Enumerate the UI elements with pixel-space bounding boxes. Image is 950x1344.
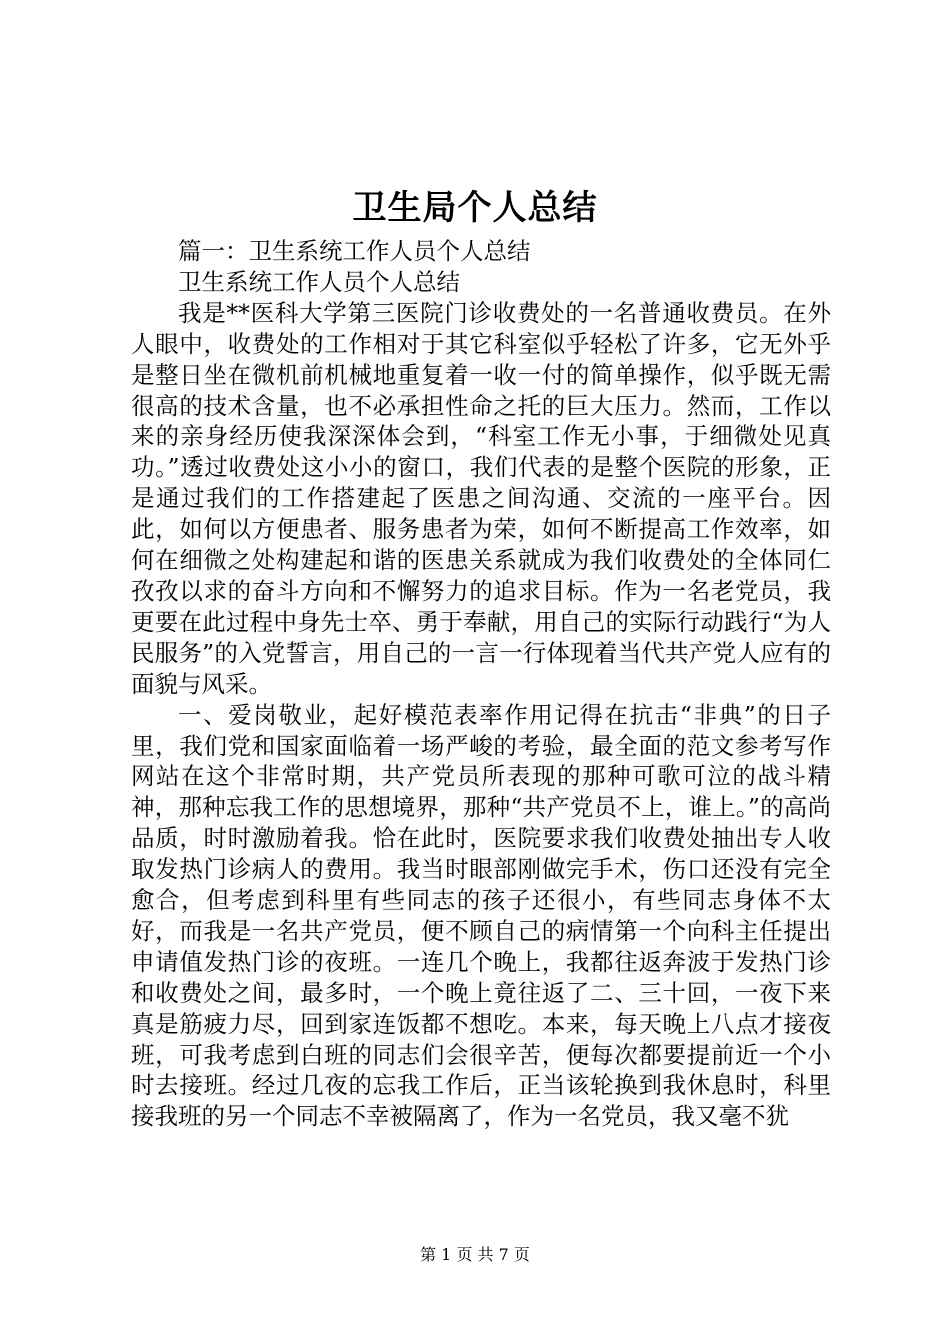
body-paragraph: 一、爱岗敬业，起好模范表率作用记得在抗击“非典”的日子里，我们党和国家面临着一场严峻的考验，最全面的范文参考写作网站在这个非常时期，共产党员所表现的那种可歌可泣的战斗精神，那种忘我工作的思想境界，那种“共产党员不上，谁上。”的高尚品质，时时激励着我。恰在此时，医院要求我们收费处抽出专人收取发热门诊病人的费用。我当时眼部刚做完手术，伤口还没有完全愈合，但考虑到科里有些同志的孩子还很小，有些同志身体不太好，而我是一名共产党员，便不顾自己的病情第一个向科主任提出申请值发热门诊的夜班。一连几个晚上，我都往返奔波于发热门诊和收费处之间，最多时，一个晚上竟往返了二、三十回，一夜下来真是筋疲力尽，回到家连饭都不想吃。本来，每天晚上八点才接夜班，可我考虑到白班的同志们会很辛苦，便每次都要提前近一个小时去接班。经过几夜的忘我工作后，正当该轮换到我休息时，科里接我班的另一个同志不幸被隔离了，作为一名党员，我又毫不犹 bbox=[131, 700, 831, 1131]
document-title: 卫生局个人总结 bbox=[352, 188, 598, 228]
subsection-heading: 卫生系统工作人员个人总结 bbox=[178, 267, 460, 296]
document-body bbox=[131, 236, 831, 1132]
page-indicator: 第 1 页 共 7 页 bbox=[420, 1245, 530, 1264]
section-heading: 篇一：卫生系统工作人员个人总结 bbox=[178, 237, 531, 265]
body-paragraph: 我是**医科大学第三医院门诊收费处的一名普通收费员。在外人眼中，收费处的工作相对于其它科室似乎轻松了许多，它无外乎是整日坐在微机前机械地重复着一收一付的简单操作，似乎既无需很高的技术含量，也不必承担性命之托的巨大压力。然而，工作以来的亲身经历使我深深体会到，“科室工作无小事，于细微处见真功。”透过收费处这小小的窗口，我们代表的是整个医院的形象，正是通过我们的工作搭建起了医患之间沟通、交流的一座平台。因此，如何以方便患者、服务患者为荣，如何不断提高工作效率，如何在细微之处构建起和谐的医患关系就成为我们收费处的全体同仁孜孜以求的奋斗方向和不懈努力的追求目标。作为一名老党员，我更要在此过程中身先士卒、勇于奉献，用自己的实际行动践行“为人民服务”的入党誓言，用自己的一言一行体现着当代共产党人应有的面貌与风采。 bbox=[131, 298, 831, 698]
